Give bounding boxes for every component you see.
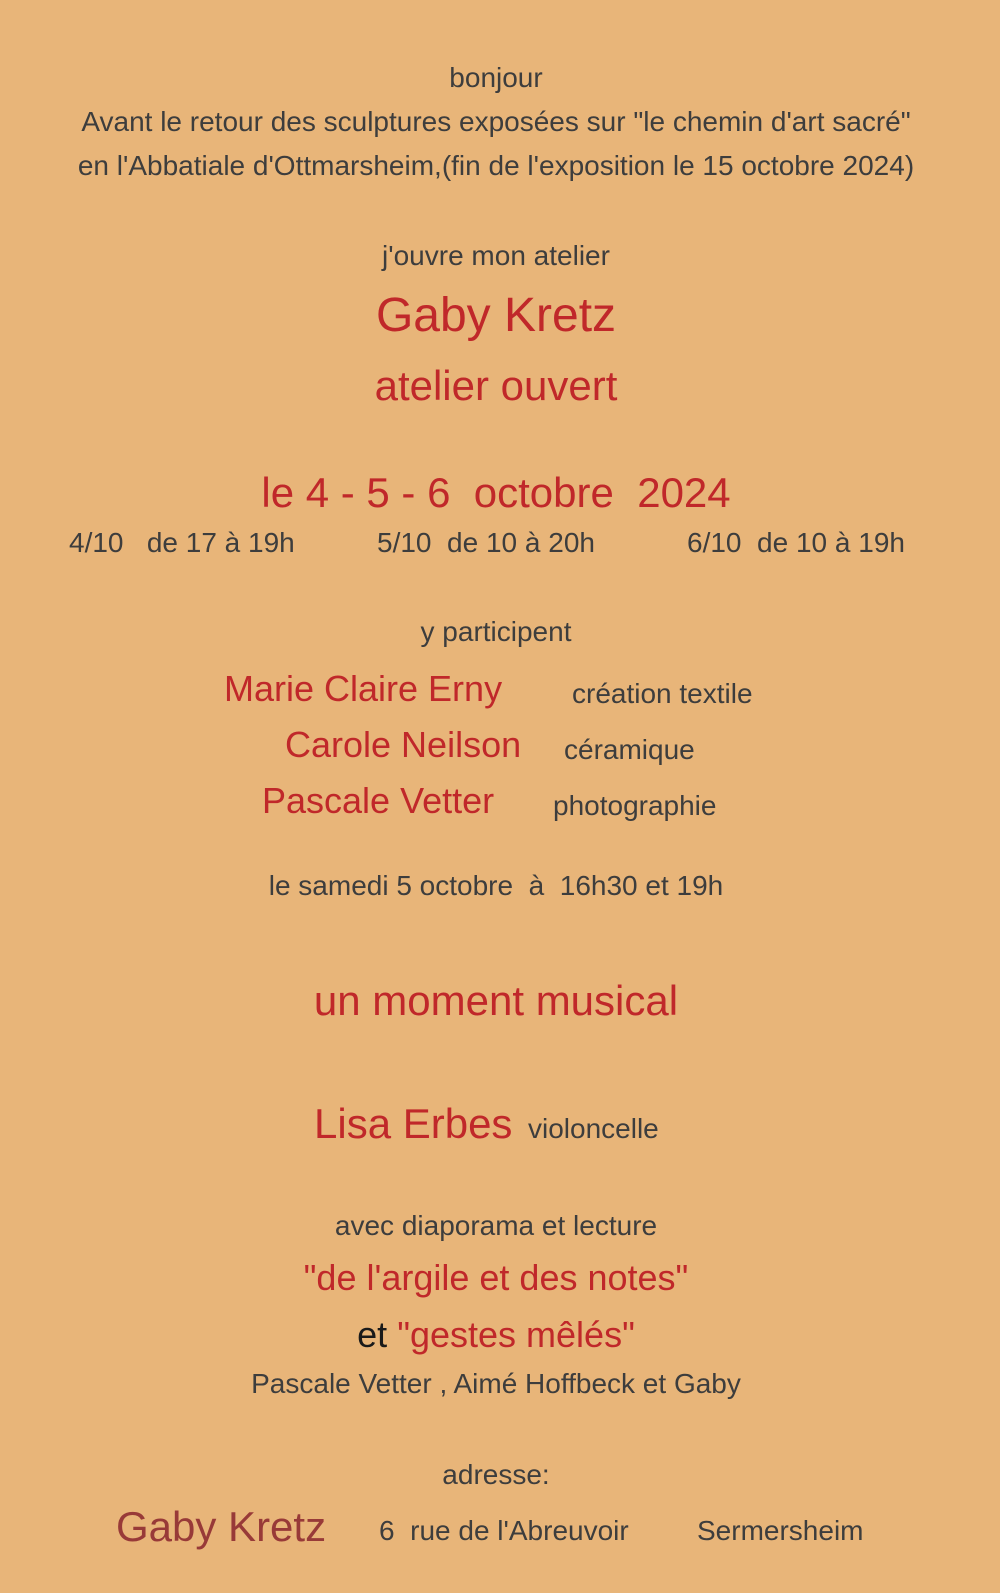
participant-name: Marie Claire Erny bbox=[224, 668, 503, 709]
participant-role: photographie bbox=[553, 790, 717, 821]
reading-connector: et bbox=[357, 1314, 388, 1355]
address-street: 6 rue de l'Abreuvoir bbox=[379, 1515, 629, 1546]
address-label: adresse: bbox=[442, 1459, 550, 1490]
event-title: atelier ouvert bbox=[374, 362, 618, 409]
reading-work-2: "gestes mêlés" bbox=[397, 1314, 635, 1355]
concert-time: le samedi 5 octobre à 16h30 et 19h bbox=[268, 870, 724, 901]
reading-work-2-line bbox=[0, 1314, 992, 1356]
musician-instrument: violoncelle bbox=[528, 1113, 659, 1144]
greeting: bonjour bbox=[449, 62, 543, 93]
schedule-day-1: 4/10 de 17 à 19h bbox=[69, 527, 295, 558]
musician-name: Lisa Erbes bbox=[314, 1100, 513, 1147]
dates-headline: le 4 - 5 - 6 octobre 2024 bbox=[261, 469, 731, 516]
reading-authors: Pascale Vetter , Aimé Hoffbeck et Gaby bbox=[251, 1368, 741, 1399]
address-name: Gaby Kretz bbox=[116, 1503, 327, 1550]
participants-heading: y participent bbox=[420, 616, 572, 647]
schedule-day-3: 6/10 de 10 à 19h bbox=[687, 527, 905, 558]
address-town: Sermersheim bbox=[697, 1515, 864, 1546]
schedule-day-2: 5/10 de 10 à 20h bbox=[377, 527, 595, 558]
participant-role: création textile bbox=[572, 678, 753, 709]
opening-lead: j'ouvre mon atelier bbox=[382, 240, 610, 271]
participant-role: céramique bbox=[564, 734, 695, 765]
reading-lead: avec diaporama et lecture bbox=[334, 1210, 658, 1241]
reading-work-1: "de l'argile et des notes" bbox=[303, 1257, 689, 1298]
artist-name: Gaby Kretz bbox=[375, 289, 617, 342]
participant-name: Carole Neilson bbox=[285, 724, 522, 765]
participant-name: Pascale Vetter bbox=[262, 780, 495, 821]
intro-line-1: Avant le retour des sculptures exposées sur "le chemin d'art sacré" bbox=[81, 106, 911, 137]
concert-title: un moment musical bbox=[313, 977, 679, 1024]
intro-line-2: en l'Abbatiale d'Ottmarsheim,(fin de l'exposition le 15 octobre 2024) bbox=[77, 150, 915, 181]
